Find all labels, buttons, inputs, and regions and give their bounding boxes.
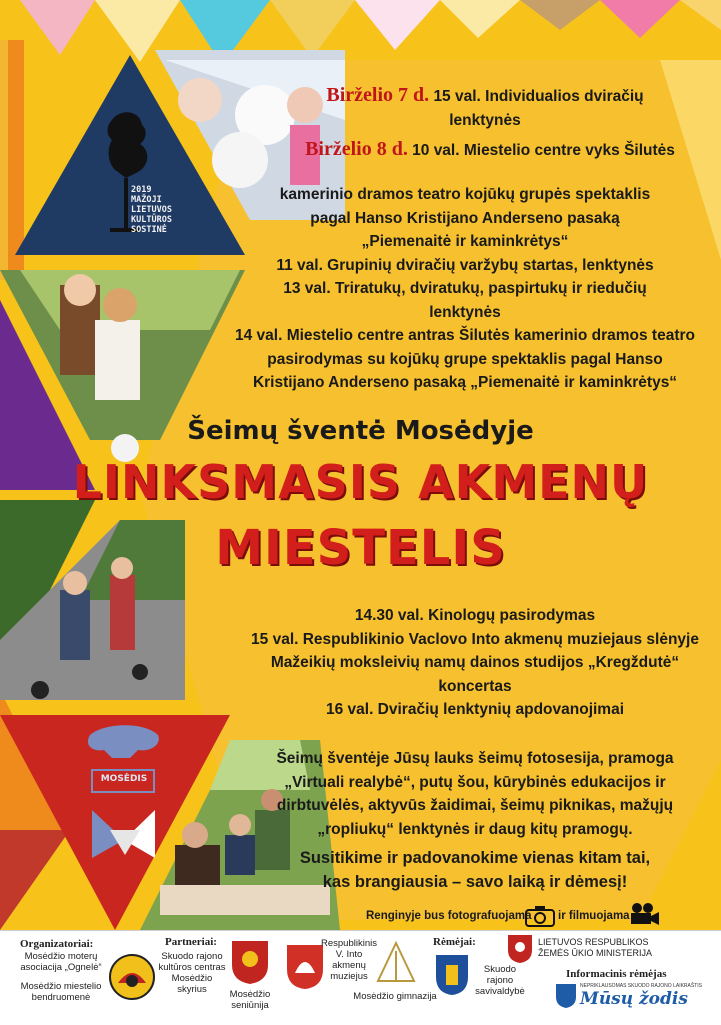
program-line: 14.30 val. Kinologų pasirodymas [354,607,596,624]
program-line: lenktynės [449,111,521,129]
partners-heading: Partneriai: [165,936,217,948]
program-line: pasirodymas su kojūkų grupe spektaklis pagal Hanso [267,350,663,368]
program-line: 16 val. Dviračių lenktynių apdovanojimai [325,701,625,718]
program-line: 15 val. Respublikinio Vaclovo Into akmenų muziejaus slėnyje [251,630,699,648]
program-block-bottom [230,604,720,722]
info-sponsor-heading: Informacinis rėmėjas [566,968,667,980]
sponsor-line: Skuodo [483,964,517,975]
program-line: „Piemenaitė ir kaminkrėtys“ [361,233,569,250]
badge-year: 2019 [131,185,152,195]
movie-camera-icon [628,902,660,926]
partner-line: muziejus [330,971,368,982]
event-title-line2: MIESTELIS [215,520,506,576]
badge-line: MAŽOJI [131,195,162,205]
program-line: 14 val. Miestelio centre antras Šilutės kamerinio dramos teatro [234,327,695,344]
program-line: Kristijano Anderseno pasaką „Piemenaitė ir kaminkrėtys“ [252,374,678,391]
partner-gymnasium: Mosėdžio gimnazija [353,991,437,1002]
program-line: 13 val. Triratukų, dviratukų, paspirtukų ir riedučių [283,280,647,297]
culture-capital-badge [131,185,191,235]
badge-line: KULTŪROS [131,215,172,225]
photo-note: Renginyje bus fotografuojama [366,910,532,922]
info-line: „ropliukų“ lenktynės ir daug kitų pramogų. [317,820,633,838]
seniunija-coat-of-arms-icon [230,939,270,985]
partner-line: akmenų [332,960,366,971]
program-text: 15 val. Individualios dviračių [433,88,644,105]
sponsor-line: rajono [486,975,514,986]
footer-sponsors [0,930,721,1025]
newspaper-name: Mūsų žodis [580,989,688,1009]
partner-line: Mosėdžio [171,973,213,984]
newspaper-small-caption: NEPRIKLAUSOMAS SKUODO RAJONO LAIKRAŠTIS [580,983,702,989]
partner-line: kultūros centras [158,962,226,973]
program-line: lenktynės [429,303,501,321]
organizer-community [6,981,116,1003]
program-line: 11 val. Grupinių dviračių varžybų startas, lenktynės [276,256,654,274]
event-subtitle: Šeimų šventė Mosėdyje [187,416,534,446]
ministry-name [538,937,658,959]
organizers-heading: Organizatoriai: [20,938,94,950]
sponsors-heading: Rėmėjai: [433,936,476,948]
program-line: koncertas [438,677,512,695]
program-block-top [230,84,720,163]
date-june-7: Birželio 7 d. [326,84,430,106]
info-block [250,747,700,894]
program-line [230,138,720,163]
event-title-line1: LINKSMASIS AKMENŲ [72,455,649,509]
org-line: asociacija „Ognelė“ [20,962,102,973]
date-june-8: Birželio 8 d. [305,138,408,160]
partner-seniunija [218,989,282,1011]
partner-line: Respublikinis [321,938,377,949]
gymnasium-logo-icon [376,941,416,983]
info-line: dirbtuvėlės, aktyvūs žaidimai, šeimų piknikas, mažųjų [276,797,674,814]
badge-line: LIETUVOS [131,205,172,215]
camera-icon [525,905,555,927]
program-line: pagal Hanso Kristijano Anderseno pasaką [310,209,620,227]
program-text: 10 val. Miestelio centre vyks Šilutės [412,142,675,159]
info-line: Šeimų šventėje Jūsų lauks šeimų fotosesija, pramoga [276,750,674,767]
newspaper-logo-icon [555,983,577,1009]
invite-line: kas brangiausia – savo laiką ir dėmesį! [322,872,628,891]
program-line [230,84,720,109]
partner-line: skyrius [177,984,207,995]
sponsor-line: savivaldybė [475,986,525,997]
org-line: Mosėdžio miestelio [20,981,102,992]
partner-line: Skuodo rajono [161,951,223,962]
partner-museum [318,938,380,982]
skuodas-coat-of-arms-icon [434,953,470,997]
ministry-coat-of-arms-icon [507,934,533,964]
bear-emblem-text: MOSĖDIS [100,774,148,784]
invite-line: Susitikime ir padovanokime vienas kitam tai, [299,849,651,867]
org-line: bendruomenė [31,992,91,1003]
partner-line: Mosėdžio [229,989,271,1000]
film-note: ir filmuojama [558,910,630,922]
ministry-line: ŽEMĖS ŪKIO MINISTERIJA [538,948,653,958]
sponsor-skuodas [470,964,530,997]
info-line: „Virtuali realybė“, putų šou, kūrybinės edukacijos ir [284,773,666,791]
organizer-ognele [6,951,116,973]
org-line: Mosėdžio moterų [24,951,98,962]
program-block-mid [205,183,721,395]
partner-line: V. Into [335,949,363,960]
program-line: kamerinio dramos teatro kojūkų grupės spektaklis [279,186,651,203]
culture-center-logo-icon [108,953,156,1001]
ministry-line: LIETUVOS RESPUBLIKOS [538,937,649,947]
bear-emblem [88,725,159,858]
badge-line: SOSTINĖ [131,225,167,235]
partner-line: seniūnija [231,1000,269,1011]
program-line: Mažeikių moksleivių namų dainos studijos „Kregždutė“ [270,654,680,671]
